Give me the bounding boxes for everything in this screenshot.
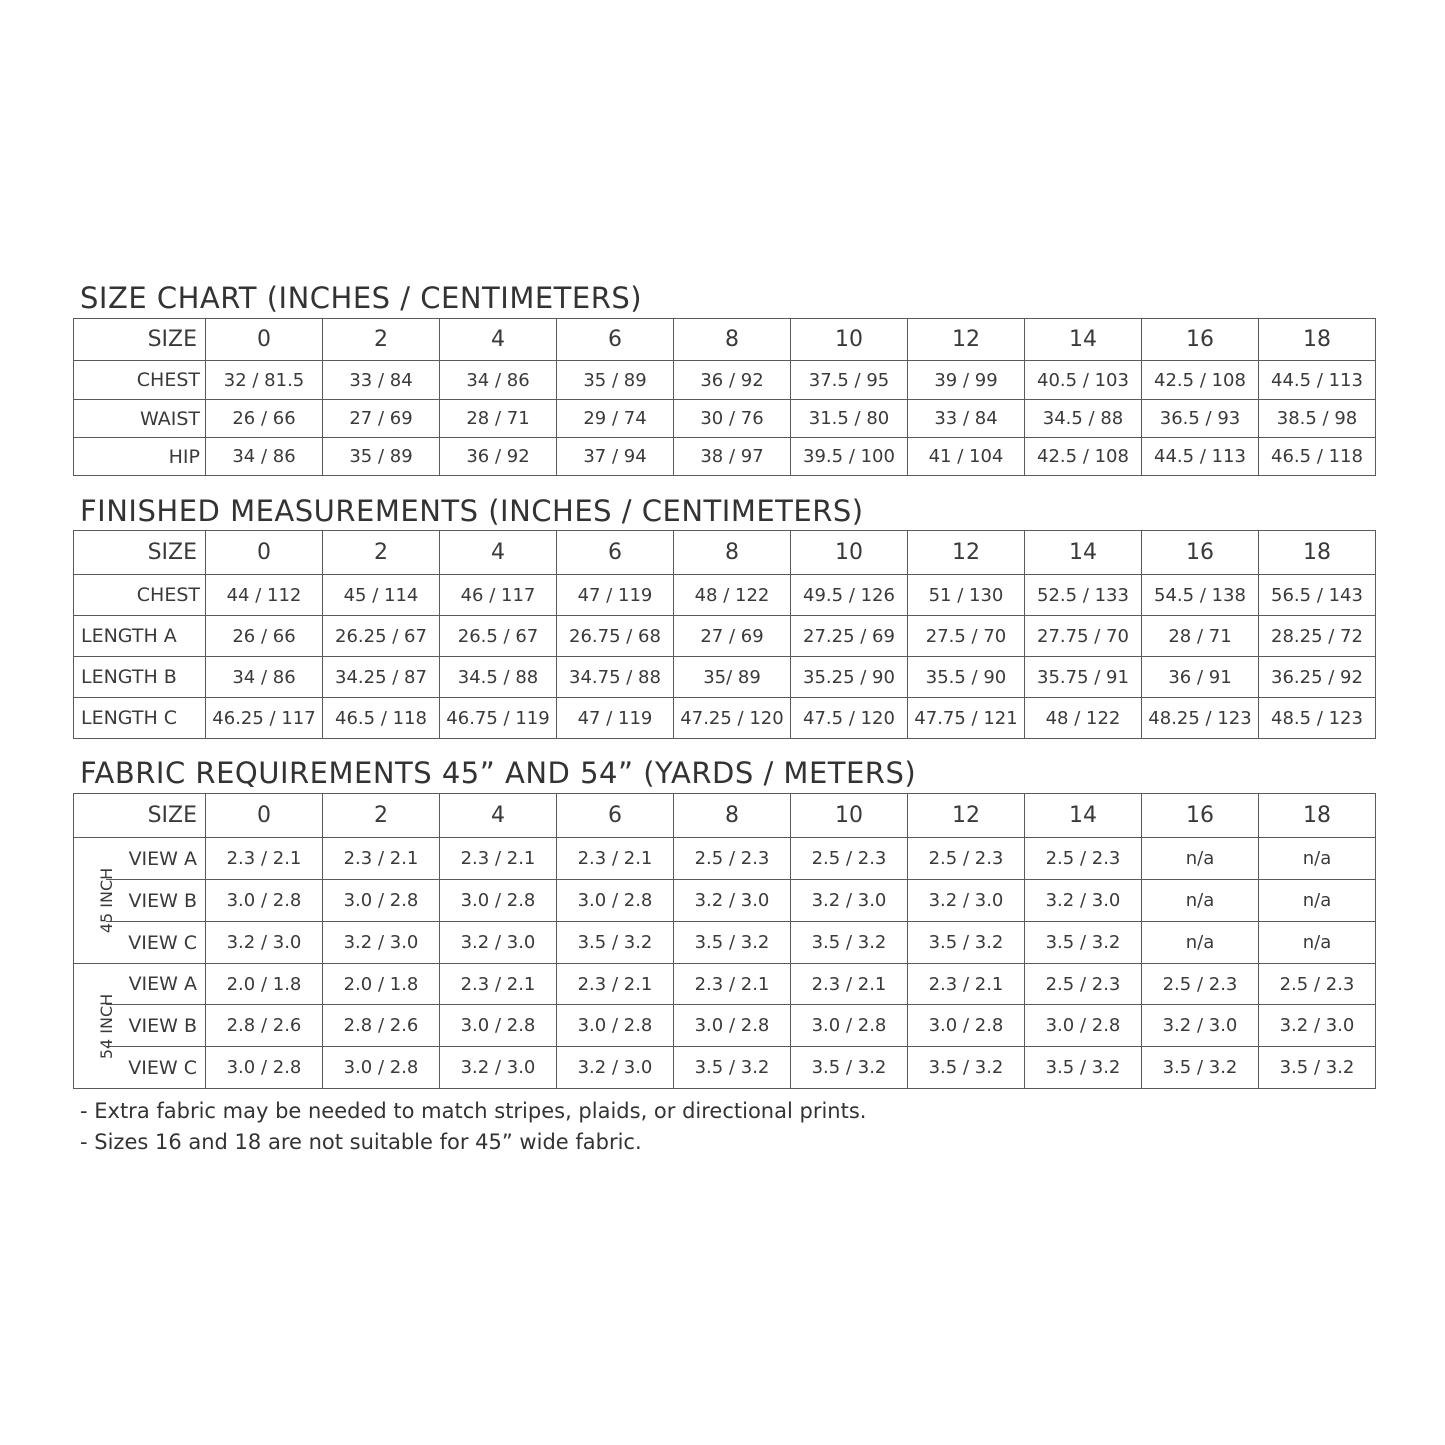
table-cell: 48.25 / 123: [1142, 698, 1259, 739]
size-col-header: 0: [206, 794, 323, 838]
table-cell: 46.5 / 118: [1259, 438, 1376, 476]
table-cell: 3.5 / 3.2: [1025, 1047, 1142, 1089]
table-cell: 45 / 114: [323, 575, 440, 616]
table-cell: 33 / 84: [908, 400, 1025, 438]
table-row: [74, 400, 1376, 438]
table-cell: 3.5 / 3.2: [674, 922, 791, 964]
table-cell: 3.0 / 2.8: [440, 880, 557, 922]
table-cell: 3.5 / 3.2: [1142, 1047, 1259, 1089]
size-col-header: 0: [206, 319, 323, 361]
size-col-header: 12: [908, 794, 1025, 838]
table-cell: 46.75 / 119: [440, 698, 557, 739]
table-cell: 34 / 86: [440, 361, 557, 400]
table-cell: 34.25 / 87: [323, 657, 440, 698]
table-row: [74, 616, 1376, 657]
header-spacer: [74, 794, 106, 838]
table-cell: 49.5 / 126: [791, 575, 908, 616]
row-label-length-b: LENGTH B: [74, 657, 206, 698]
table-cell: 3.0 / 2.8: [323, 1047, 440, 1089]
finished-measurements-title: FINISHED MEASUREMENTS (INCHES / CENTIMETERS): [80, 494, 864, 528]
table-cell: 32 / 81.5: [206, 361, 323, 400]
table-cell: 35/ 89: [674, 657, 791, 698]
table-cell: 33 / 84: [323, 361, 440, 400]
table-row: [74, 880, 1376, 922]
table-cell: 2.3 / 2.1: [440, 964, 557, 1005]
table-cell: 2.3 / 2.1: [206, 838, 323, 880]
table-cell: 3.2 / 3.0: [1142, 1005, 1259, 1047]
table-cell: 47 / 119: [557, 698, 674, 739]
finished-header-row: [74, 531, 1376, 575]
table-cell: 36.5 / 93: [1142, 400, 1259, 438]
table-cell: 34 / 86: [206, 438, 323, 476]
table-cell: 42.5 / 108: [1142, 361, 1259, 400]
table-cell: 3.0 / 2.8: [1025, 1005, 1142, 1047]
table-row: [74, 657, 1376, 698]
table-cell: 3.2 / 3.0: [908, 880, 1025, 922]
table-cell: 38 / 97: [674, 438, 791, 476]
table-row: [74, 698, 1376, 739]
table-cell: 3.2 / 3.0: [440, 922, 557, 964]
table-cell: 2.3 / 2.1: [557, 964, 674, 1005]
table-cell: 2.3 / 2.1: [674, 964, 791, 1005]
size-col-header: 8: [674, 794, 791, 838]
table-cell: 3.5 / 3.2: [557, 922, 674, 964]
size-col-header: 14: [1025, 794, 1142, 838]
table-cell: 31.5 / 80: [791, 400, 908, 438]
table-cell: 27 / 69: [674, 616, 791, 657]
table-cell: n/a: [1259, 880, 1376, 922]
table-cell: n/a: [1142, 922, 1259, 964]
size-col-header: 2: [323, 531, 440, 575]
table-cell: 36 / 92: [440, 438, 557, 476]
size-col-header: 10: [791, 531, 908, 575]
table-cell: 27.25 / 69: [791, 616, 908, 657]
fabric-header-row: [74, 794, 1376, 838]
table-row: [74, 575, 1376, 616]
group-label-text: 54 INCH: [97, 993, 117, 1059]
table-cell: 40.5 / 103: [1025, 361, 1142, 400]
size-col-header: 16: [1142, 319, 1259, 361]
table-cell: 46 / 117: [440, 575, 557, 616]
size-header-label: SIZE: [106, 794, 206, 838]
table-cell: 3.0 / 2.8: [206, 1047, 323, 1089]
table-row: [74, 922, 1376, 964]
table-cell: 2.3 / 2.1: [908, 964, 1025, 1005]
table-cell: 46.5 / 118: [323, 698, 440, 739]
table-cell: 3.0 / 2.8: [323, 880, 440, 922]
table-cell: 27.5 / 70: [908, 616, 1025, 657]
size-col-header: 4: [440, 531, 557, 575]
table-cell: 47.5 / 120: [791, 698, 908, 739]
table-cell: 54.5 / 138: [1142, 575, 1259, 616]
table-cell: 35 / 89: [323, 438, 440, 476]
table-cell: 29 / 74: [557, 400, 674, 438]
table-cell: 44.5 / 113: [1142, 438, 1259, 476]
table-cell: 2.5 / 2.3: [1025, 964, 1142, 1005]
table-cell: 35.75 / 91: [1025, 657, 1142, 698]
table-cell: 3.5 / 3.2: [674, 1047, 791, 1089]
table-cell: 2.3 / 2.1: [323, 838, 440, 880]
table-cell: 26 / 66: [206, 616, 323, 657]
size-col-header: 6: [557, 531, 674, 575]
group-label-54-inch: [74, 964, 117, 1089]
table-cell: 38.5 / 98: [1259, 400, 1376, 438]
size-col-header: 18: [1259, 319, 1376, 361]
table-cell: 28 / 71: [440, 400, 557, 438]
table-cell: 3.2 / 3.0: [791, 880, 908, 922]
table-cell: 42.5 / 108: [1025, 438, 1142, 476]
table-cell: 2.5 / 2.3: [791, 838, 908, 880]
table-cell: 48 / 122: [674, 575, 791, 616]
table-cell: 3.2 / 3.0: [674, 880, 791, 922]
table-cell: 2.0 / 1.8: [323, 964, 440, 1005]
table-cell: 48.5 / 123: [1259, 698, 1376, 739]
size-col-header: 10: [791, 319, 908, 361]
size-col-header: 2: [323, 319, 440, 361]
size-col-header: 10: [791, 794, 908, 838]
table-cell: 48 / 122: [1025, 698, 1142, 739]
size-col-header: 16: [1142, 531, 1259, 575]
table-cell: 3.2 / 3.0: [1025, 880, 1142, 922]
table-cell: 3.0 / 2.8: [440, 1005, 557, 1047]
table-cell: 2.5 / 2.3: [1142, 964, 1259, 1005]
table-row: [74, 438, 1376, 476]
table-row: [74, 1047, 1376, 1089]
table-cell: 34 / 86: [206, 657, 323, 698]
table-cell: 3.5 / 3.2: [1025, 922, 1142, 964]
size-col-header: 4: [440, 794, 557, 838]
size-col-header: 0: [206, 531, 323, 575]
table-cell: 3.0 / 2.8: [206, 880, 323, 922]
table-cell: 35.25 / 90: [791, 657, 908, 698]
table-row: [74, 838, 1376, 880]
table-cell: 36.25 / 92: [1259, 657, 1376, 698]
table-cell: 2.8 / 2.6: [323, 1005, 440, 1047]
table-cell: 39.5 / 100: [791, 438, 908, 476]
table-cell: 28 / 71: [1142, 616, 1259, 657]
row-label-view-a: VIEW A: [106, 964, 206, 1005]
row-label-chest: CHEST: [74, 361, 206, 400]
size-col-header: 4: [440, 319, 557, 361]
table-cell: 2.3 / 2.1: [557, 838, 674, 880]
table-cell: 2.3 / 2.1: [791, 964, 908, 1005]
table-cell: 47 / 119: [557, 575, 674, 616]
table-cell: 46.25 / 117: [206, 698, 323, 739]
table-cell: 36 / 92: [674, 361, 791, 400]
group-label-45-inch: [74, 838, 117, 964]
table-cell: 56.5 / 143: [1259, 575, 1376, 616]
table-cell: 3.2 / 3.0: [557, 1047, 674, 1089]
table-cell: 3.0 / 2.8: [791, 1005, 908, 1047]
size-header-label: SIZE: [74, 531, 206, 575]
table-cell: 28.25 / 72: [1259, 616, 1376, 657]
size-chart-title: SIZE CHART (INCHES / CENTIMETERS): [80, 281, 643, 315]
row-label-view-c: VIEW C: [106, 922, 206, 964]
table-cell: n/a: [1142, 838, 1259, 880]
table-cell: 52.5 / 133: [1025, 575, 1142, 616]
table-cell: 3.5 / 3.2: [908, 922, 1025, 964]
note-line: - Extra fabric may be needed to match stripes, plaids, or directional prints.: [80, 1099, 867, 1123]
table-cell: 44 / 112: [206, 575, 323, 616]
size-col-header: 12: [908, 531, 1025, 575]
table-cell: 26 / 66: [206, 400, 323, 438]
table-cell: 27 / 69: [323, 400, 440, 438]
table-cell: 34.75 / 88: [557, 657, 674, 698]
table-cell: n/a: [1142, 880, 1259, 922]
table-cell: 26.25 / 67: [323, 616, 440, 657]
table-cell: 3.5 / 3.2: [791, 922, 908, 964]
table-cell: 2.3 / 2.1: [440, 838, 557, 880]
table-cell: 2.0 / 1.8: [206, 964, 323, 1005]
table-cell: 3.2 / 3.0: [323, 922, 440, 964]
size-col-header: 18: [1259, 531, 1376, 575]
fabric-requirements-title: FABRIC REQUIREMENTS 45” AND 54” (YARDS / METERS): [80, 756, 917, 790]
table-cell: n/a: [1259, 838, 1376, 880]
table-cell: 3.5 / 3.2: [908, 1047, 1025, 1089]
table-cell: 2.5 / 2.3: [674, 838, 791, 880]
table-cell: 26.75 / 68: [557, 616, 674, 657]
row-label-chest: CHEST: [74, 575, 206, 616]
table-cell: 3.5 / 3.2: [1259, 1047, 1376, 1089]
size-col-header: 8: [674, 319, 791, 361]
table-cell: 41 / 104: [908, 438, 1025, 476]
table-row: [74, 1005, 1376, 1047]
size-col-header: 18: [1259, 794, 1376, 838]
table-cell: 36 / 91: [1142, 657, 1259, 698]
table-cell: 35 / 89: [557, 361, 674, 400]
notes: [80, 1096, 866, 1158]
table-cell: 37.5 / 95: [791, 361, 908, 400]
table-row: [74, 964, 1376, 1005]
size-col-header: 12: [908, 319, 1025, 361]
table-cell: 2.5 / 2.3: [1259, 964, 1376, 1005]
table-cell: 2.5 / 2.3: [908, 838, 1025, 880]
size-chart-table: [73, 318, 1376, 476]
size-col-header: 14: [1025, 319, 1142, 361]
row-label-length-c: LENGTH C: [74, 698, 206, 739]
row-label-view-a: VIEW A: [106, 838, 206, 880]
table-cell: 3.2 / 3.0: [440, 1047, 557, 1089]
table-cell: 51 / 130: [908, 575, 1025, 616]
size-col-header: 2: [323, 794, 440, 838]
size-col-header: 6: [557, 319, 674, 361]
table-cell: 2.5 / 2.3: [1025, 838, 1142, 880]
group-label-text: 45 INCH: [97, 867, 117, 934]
table-cell: 3.0 / 2.8: [557, 1005, 674, 1047]
size-col-header: 16: [1142, 794, 1259, 838]
table-cell: 3.5 / 3.2: [791, 1047, 908, 1089]
note-line: - Sizes 16 and 18 are not suitable for 45” wide fabric.: [80, 1130, 642, 1154]
fabric-requirements-table: [73, 793, 1376, 1089]
size-col-header: 14: [1025, 531, 1142, 575]
table-cell: 39 / 99: [908, 361, 1025, 400]
table-cell: 3.0 / 2.8: [557, 880, 674, 922]
row-label-view-b: VIEW B: [106, 880, 206, 922]
table-cell: 30 / 76: [674, 400, 791, 438]
row-label-view-b: VIEW B: [106, 1005, 206, 1047]
table-cell: 3.2 / 3.0: [206, 922, 323, 964]
table-cell: 26.5 / 67: [440, 616, 557, 657]
size-col-header: 6: [557, 794, 674, 838]
table-cell: 44.5 / 113: [1259, 361, 1376, 400]
table-cell: 47.75 / 121: [908, 698, 1025, 739]
table-cell: 3.0 / 2.8: [674, 1005, 791, 1047]
finished-measurements-table: [73, 530, 1376, 739]
table-cell: 34.5 / 88: [440, 657, 557, 698]
table-cell: 2.8 / 2.6: [206, 1005, 323, 1047]
table-cell: 3.2 / 3.0: [1259, 1005, 1376, 1047]
size-chart-header-row: [74, 319, 1376, 361]
table-cell: 3.0 / 2.8: [908, 1005, 1025, 1047]
table-cell: 27.75 / 70: [1025, 616, 1142, 657]
row-label-hip: HIP: [74, 438, 206, 476]
size-header-label: SIZE: [74, 319, 206, 361]
table-cell: 47.25 / 120: [674, 698, 791, 739]
table-cell: n/a: [1259, 922, 1376, 964]
table-row: [74, 361, 1376, 400]
row-label-waist: WAIST: [74, 400, 206, 438]
row-label-length-a: LENGTH A: [74, 616, 206, 657]
size-col-header: 8: [674, 531, 791, 575]
row-label-view-c: VIEW C: [106, 1047, 206, 1089]
table-cell: 35.5 / 90: [908, 657, 1025, 698]
table-cell: 34.5 / 88: [1025, 400, 1142, 438]
table-cell: 37 / 94: [557, 438, 674, 476]
